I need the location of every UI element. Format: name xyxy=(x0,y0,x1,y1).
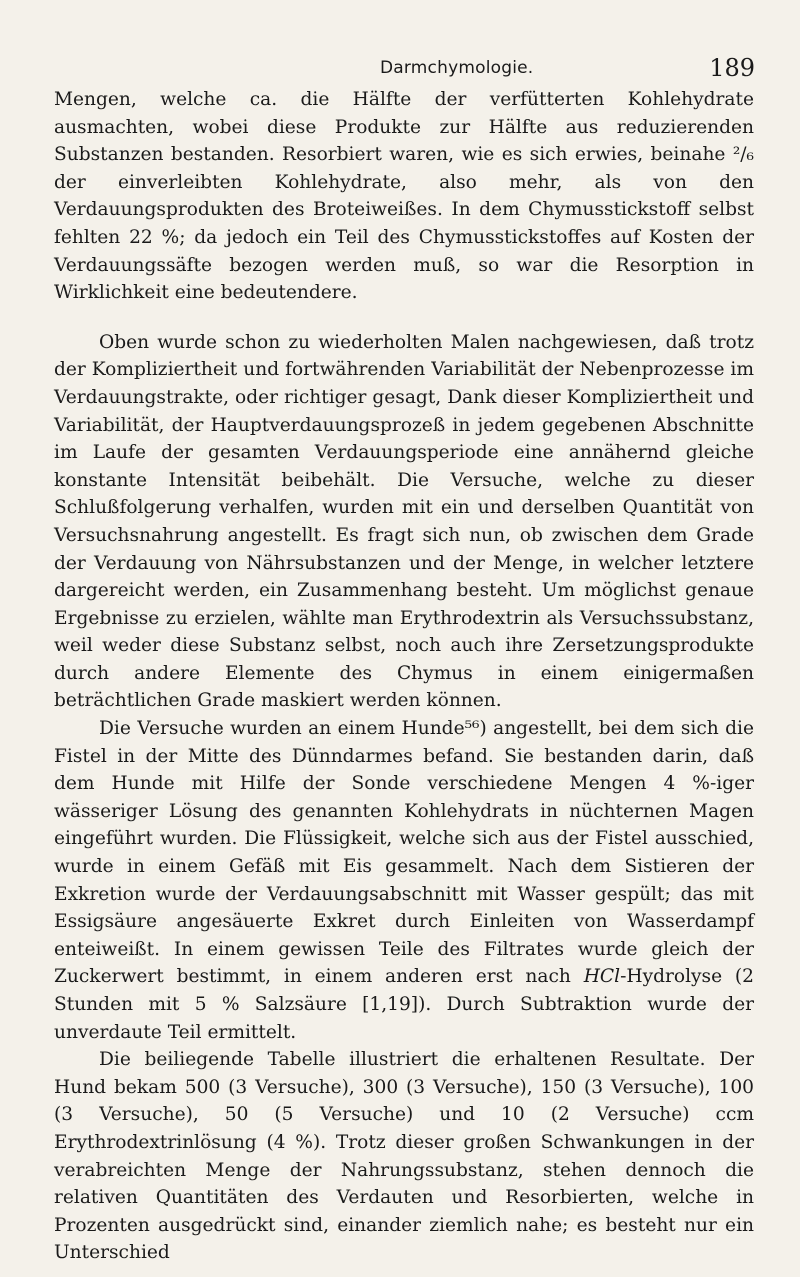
paragraph-experiments xyxy=(54,715,754,1046)
experiments-text: Die Versuche wurden an einem Hunde⁵⁶) angestellt, bei dem sich die Fistel in der Mitte des Dünndarmes befand. Sie bestanden darin, daß dem Hunde mit Hilfe der Sonde verschiedene Mengen 4 %-iger wässeriger Lösung des genannten Kohlehydrats in nüchternen Magen eingeführt wurden. Die Flüssigkeit, welche sich aus der Fistel ausschied, wurde in einem Gefäß mit Eis gesammelt. Nach dem Sistieren der Exkretion wurde der Verdauungsabschnitt mit Wasser gespült; das mit Essigsäure angesäuerte Exkret durch Einleiten von Wasserdampf enteiweißt. In einem gewissen Teile des Filtrates wurde gleich der Zuckerwert bestimmt, in einem anderen erst nach xyxy=(54,718,754,988)
paragraph-continuation: Mengen, welche ca. die Hälfte der verfütterten Kohlehydrate ausmachten, wobei diese Produkte zur Hälfte aus reduzierenden Substanzen bestanden. Resorbiert waren, wie es sich erwies, beinahe ²/₆ der einverleibten Kohlehydrate, also mehr, als von den Verdauungsprodukten des Broteiweißes. In dem Chymusstickstoff selbst fehlten 22 %; da jedoch ein Teil des Chymusstickstoffes auf Kosten der Verdauungssäfte bezogen werden muß, so war die Resorption in Wirklichkeit eine bedeutendere. xyxy=(54,89,754,304)
page-number: 189 xyxy=(709,54,755,82)
running-title: Darmchymologie. xyxy=(380,58,534,78)
hcl-formula: HCl xyxy=(583,966,621,988)
paragraph-results: Die beiliegende Tabelle illustriert die erhaltenen Resultate. Der Hund bekam 500 (3 Versuche), 300 (3 Versuche), 150 (3 Versuche), 100 (3 Versuche), 50 (5 Versuche) und 10 (2 Versuche) ccm Erythrodextrinlösung (4 %). Trotz dieser großen Schwankungen in der verabreichten Menge der Nahrungssubstanz, stehen dennoch die relativen Quantitäten des Verdauten und Resorbierten, welche in Prozenten ausgedrückt sind, einander ziemlich nahe; es besteht nur ein Unterschied xyxy=(54,1049,754,1264)
hydrolysis-text: -Hydrolyse (2 Stunden mit 5 % Salzsäure [1,19]). Durch Subtraktion wurde der unverdaute Teil ermittelt. xyxy=(54,966,754,1043)
page-header xyxy=(0,54,800,84)
paragraph-main: Oben wurde schon zu wiederholten Malen nachgewiesen, daß trotz der Kompliziertheit und fortwährenden Variabilität der Nebenprozesse im Verdauungstrakte, oder richtiger gesagt, Dank dieser Kompliziertheit und Variabilität, der Hauptverdauungsprozeß in jedem gegebenen Abschnitte im Laufe der gesamten Verdauungsperiode eine annähernd gleiche konstante Intensität beibehält. Die Versuche, welche zu dieser Schlußfolgerung verhalfen, wurden mit ein und derselben Quantität von Versuchsnahrung angestellt. Es fragt sich nun, ob zwischen dem Grade der Verdauung von Nährsubstanzen und der Menge, in welcher letztere dargereicht werden, ein Zusammenhang besteht. Um möglichst genaue Ergebnisse zu erzielen, wählte man Erythrodextrin als Versuchssubstanz, weil weder diese Substanz selbst, noch auch ihre Zersetzungsprodukte durch andere Elemente des Chymus in einem einigermaßen beträchtlichen Grade maskiert werden können. xyxy=(54,331,754,712)
section-gap xyxy=(54,307,754,329)
body-text xyxy=(54,86,754,1267)
